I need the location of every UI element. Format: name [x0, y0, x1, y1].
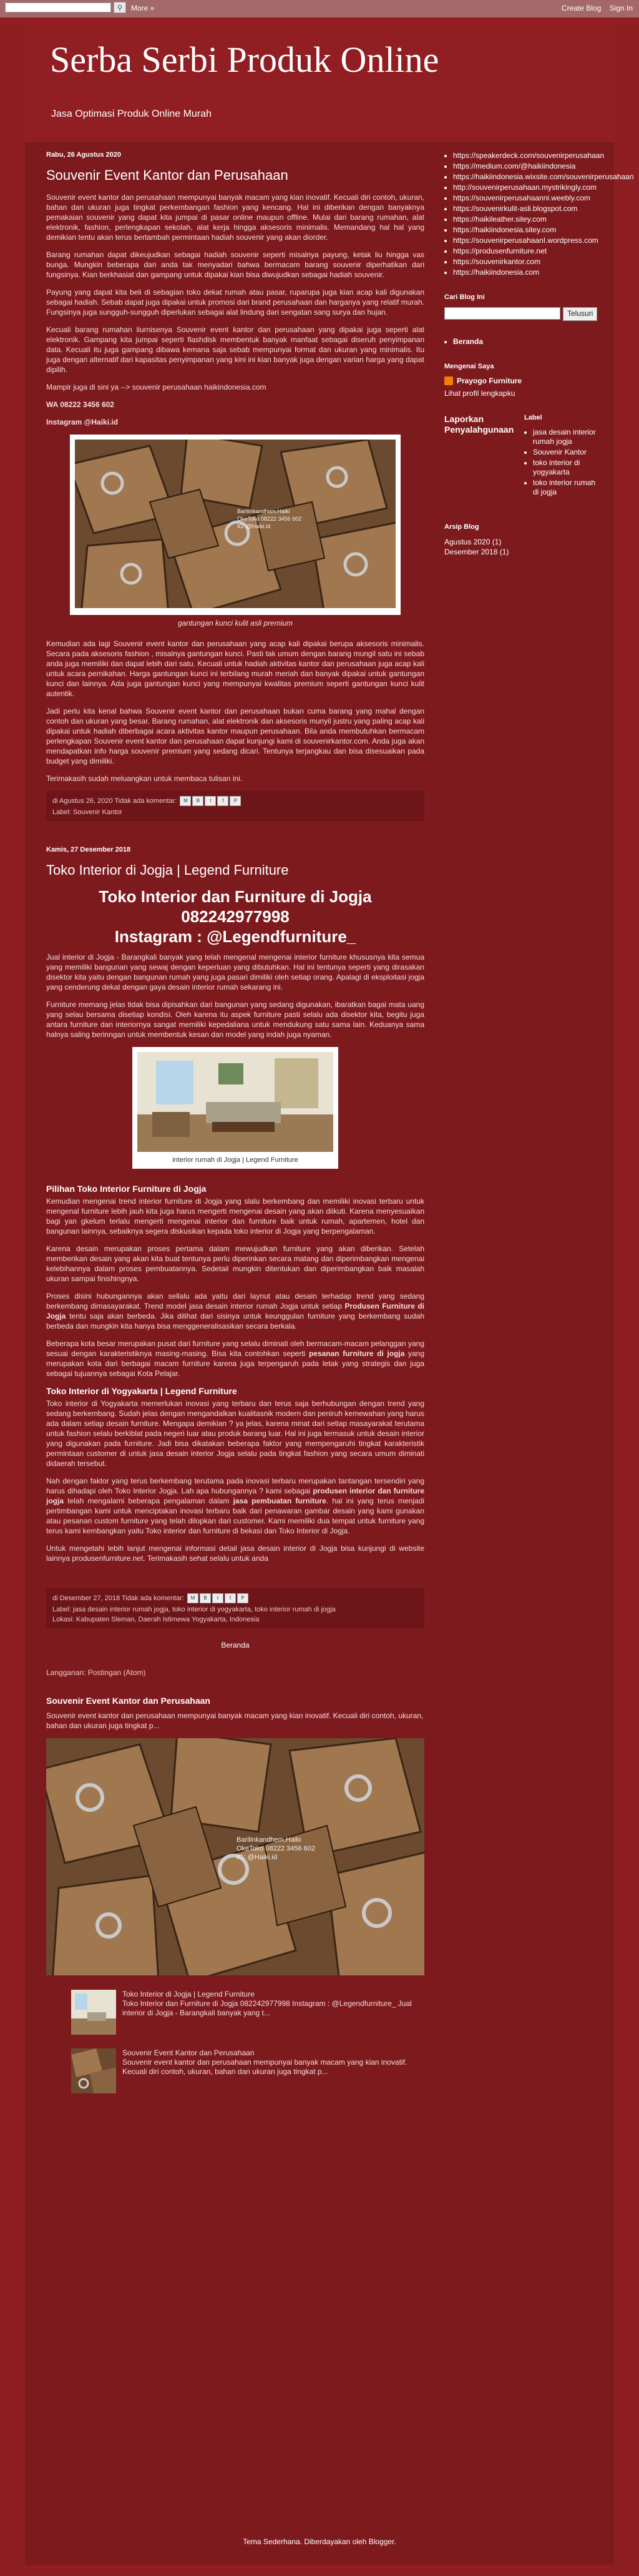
post-footer — [46, 791, 424, 821]
text: yang merupakan kota dari berbagai macam furniture karena juga terpengaruh pada letak yang strategis dan juga sebagai tujuannya sebagai Kota Pelajar. — [46, 1349, 425, 1378]
paragraph: Terimakasih sudah meluangkan untuk membaca tulisan ini. — [46, 774, 243, 783]
sidebar-link[interactable]: • https://haikiindonesia.wixsite.com/souvenirperusahaan — [453, 172, 602, 182]
interior-thumbnail — [71, 1990, 116, 2035]
paragraph: Jadi perlu kita kenal bahwa Souvenir event kantor dan perusahaan bukan cuma barang yang mahal dengan contoh dan ukuran yang besar. Barang rumahan, alat elektronik dan aksesoris munyil justru yang paling acap kali dipakai untuk hadiah diberbagai acara aktivitas kantor maupun perusahaan. Bila anda membutuhkan bermacam perlengkapan Souvenir event kantor dan perusahaan dapat kunjungi kami di souvenirkantor.com. Anda juga akan mendapatkan info harga souvenir premium yang sedang dicari. Tentunya terjangkau dan bisa disesuaikan pada budget yang dimiliki. — [46, 707, 424, 765]
label-link[interactable]: • toko interior rumah di jogja — [533, 478, 602, 497]
profile — [444, 376, 602, 385]
sidebar-link[interactable]: • https://souvenirperusahaanni.weebly.com — [453, 194, 602, 203]
post-title[interactable]: Toko Interior di Jogja | Legend Furniture — [46, 862, 289, 878]
navbar-more-link[interactable]: More » — [131, 4, 155, 12]
navbar-search-input[interactable] — [5, 2, 111, 12]
twitter-share-icon[interactable]: t — [205, 796, 216, 806]
email-share-icon[interactable]: M — [180, 796, 191, 806]
sidebar-link[interactable]: • https://haikileather.sitey.com — [453, 215, 602, 224]
sidebar-link[interactable]: • https://speakerdeck.com/souvenirperusahaan — [453, 151, 602, 160]
email-share-icon[interactable]: M — [187, 1593, 198, 1603]
archive-item[interactable]: Desember 2018 (1) — [444, 548, 509, 556]
blog-this-icon[interactable]: B — [192, 796, 203, 806]
popular-featured-snippet: Souvenir event kantor dan perusahaan mempunyai banyak macam yang kian inovatif. Kecuali diri contoh, ukuran, bahan dan ukuran juga tingkat p... — [46, 1711, 424, 1730]
blog-header — [25, 17, 614, 143]
paragraph: Jual interior di Jogja - Barangkali banyak yang telah mengenal mengenai interior furniture khususnya kita semua yang memiliki bangunan yang sewaj dengan keperluan yang dibutuhkan. Hal ini tentunya seperti yang dirasakan disektor kita yaitu dengan bangunan rumah yang juga pasari dimiliki oleh setiap orang. Apalagi di eksploitasi jogja yang cenderung dekat dengan gaya desain interior rumah sekarang ini. — [46, 953, 424, 991]
svg-text:OkeToko 08222 3456 602: OkeToko 08222 3456 602 — [237, 1845, 315, 1852]
navbar-right — [555, 4, 633, 12]
create-blog-link[interactable]: Create Blog — [561, 4, 602, 12]
whatsapp-contact: WA 08222 3456 602 — [46, 400, 114, 409]
facebook-share-icon[interactable]: f — [225, 1593, 236, 1603]
leather-keychain-photo — [46, 1738, 424, 1975]
text: Proses disini hubungannya akan sellalu ada yaitu dari laynut atau desain terhadap trend yang sedang berkembang dimasayarakat. Trend model jasa desain interior rumah Jogja untuk setiap — [46, 1292, 424, 1310]
paragraph: Kemudian ada lagi Souvenir event kantor dan perusahaan yang acap kali dipakai berupa aksesoris minimalis. Secara pada aksesoris fashion , misalnya gantungan kunci. Pasti tak umum dengan barang mungil satu ini sebab anda juga memiliki dan dapat lebih dari satu. Kecuali untuk hadiah aktivitas kantor dan perusahaan juga acap kali untuk acara pernikahan. Harga gantungan kunci ini terbilang murah meriah dan banyak dipakai untuk gantungan kunci dan lainnya. Ada juga gantungan kunci yang mempunyai kwalitas premium seperti gantungan kunci kulit autentik. — [46, 639, 424, 698]
link-list — [444, 151, 634, 277]
sidebar-link[interactable]: • https://souvenirkantor.com — [453, 257, 602, 267]
label-link[interactable]: • jasa desain interior rumah jogja — [533, 428, 602, 446]
blog-title[interactable]: Serba Serbi Produk Online — [50, 39, 439, 80]
search-heading: Cari Blog Ini — [444, 293, 485, 301]
interior-image[interactable] — [132, 1047, 338, 1169]
search-widget — [444, 307, 602, 321]
paragraph: Mampir juga di sini ya --> souvenir perusahaan haikindonesia.com — [46, 383, 266, 391]
profile-name[interactable]: Prayogo Furniture — [457, 376, 522, 385]
svg-text:IG: @Haiki.id: IG: @Haiki.id — [237, 1854, 277, 1861]
paragraph — [46, 1291, 424, 1331]
search-icon: ⚲ — [117, 4, 123, 12]
pages-home-link[interactable]: • Beranda — [453, 337, 602, 347]
paragraph: Payung yang dapat kita beli di sebagian toko dekat rumah atau pasar, ruparupa juga kian acap kali digunakan sebagai hadiah. Sebab dapat juga dipakai untuk promosi dari brand perusahaan dan harganya yang relatif murah. Fungsinya juga sungguh-sungguh diperlukan sebagai alat lindung dari sengatan sang surya dan hujan. — [46, 288, 424, 317]
sidebar-link[interactable]: • http://souvenirperusahaan.mystrikingly.com — [453, 183, 602, 192]
image-caption: gantungan kunci kulit asli premium — [177, 619, 293, 627]
search-button[interactable]: Telusuri — [563, 307, 597, 321]
popular-post-title[interactable]: Souvenir Event Kantor dan Perusahaan — [122, 2048, 255, 2057]
text: . hal ini yang terus menjadi pertimbangan kami untuk menciptakan inovasi terbaru baik dari penawaran gambar desain yang kami gunakan atau pesanan custom furniture yang telah dilopkan dari customer. Kami memiliki dua tempat untuk furniture yang terus kami kembangkan yaitu Toko interior dan furniture di bekasi dan Toko Interior di Jogja. — [46, 1497, 424, 1535]
svg-text:Barilinkandhem.Haiki: Barilinkandhem.Haiki — [237, 508, 290, 514]
text: Nah dengan faktor yang terus berkembang terutama pada inovasi terbaru merupakan tantangan tersendiri yang harus dihadapi oleh Toko Interior Jogja. Lah apa hubungannya ? kami sebagai — [46, 1477, 424, 1495]
profile-link[interactable]: Lihat profil lengkapku — [444, 389, 515, 398]
twitter-share-icon[interactable]: t — [212, 1593, 223, 1603]
post-labels[interactable]: Label: Souvenir Kantor — [52, 809, 122, 816]
paragraph: Souvenir event kantor dan perusahaan mempunyai banyak macam yang kian inovatif. Kecuali diri contoh, ukuran, bahan dan ukuran juga tingkat perkembangan fashion yang kencang. Hal ini diberikan dengan banyaknya pemakaian souvenir yang dapat kita jumpai di pasar online maupun offline. Mulai dari barang rumahan, alat elektronik, fashion, perlengkapan sekolah, alat kerja hingga aksesoris minimalis. Memandang hal hal yang demikian tentu akan terus bertambah permintaan hadiah souvenir yang akan diorder. — [46, 193, 424, 242]
section-heading: Toko Interior di Yogyakarta | Legend Furniture — [46, 1386, 237, 1396]
popular-post-snippet: Souvenir event kantor dan perusahaan mempunyai banyak macam yang kian inovatif. Kecuali diri contoh, ukuran, bahan dan ukuran juga tingkat p... — [122, 2058, 407, 2076]
svg-text:IG: @Haiki.id: IG: @Haiki.id — [237, 523, 271, 529]
archive-list — [444, 537, 602, 557]
label-list — [524, 428, 602, 497]
atom-subscribe-link[interactable]: Langganan: Postingan (Atom) — [46, 1668, 146, 1677]
post-body — [46, 887, 424, 1563]
post-labels[interactable]: Label: jasa desain interior rumah jogja, toko interior di yogyakarta, toko interior rumah di jogja — [52, 1606, 336, 1613]
footer-credit: Tema Sederhana. Diberdayakan oleh Blogger. — [243, 2537, 396, 2546]
pinterest-share-icon[interactable]: P — [237, 1593, 248, 1603]
post-date: Rabu, 26 Agustus 2020 — [46, 151, 122, 159]
post-footer — [46, 1588, 424, 1628]
paragraph: Kemudian mengenai trend interior furniture di Jogja yang slalu berkembang dan memiliki inovasi terbaru untuk mengenal furniture lebih jauh kita juga harus mengerti mengenai desain yang akan diikuti. Karena menyesuaikan bagi yan gkelum terlalu mengerti mengenai interior dan furniture baik untuk rumah, apartemen, hotel dan bangunan lainnya, sebaiknya segera diskusikan kepada toko interior di Jogja yang berpengalaman. — [46, 1197, 424, 1236]
paragraph: Untuk mengetahi lebih lanjut mengenai informasi detail jasa desain interior di Jogja bisa kunjungi di website lainnya produsenfurniture.net. Terimakasih sehat selalu untuk anda — [46, 1544, 424, 1563]
promo-phone: 082242977998 — [181, 907, 290, 926]
report-abuse-link[interactable]: Laporkan Penyalahgunaan — [444, 414, 514, 435]
sidebar — [444, 151, 634, 557]
post-body — [46, 192, 424, 784]
popular-post-item[interactable] — [46, 1990, 424, 2035]
content-outer — [25, 17, 634, 2565]
post-timestamp[interactable]: di Agustus 26, 2020 Tidak ada komentar: — [52, 797, 177, 805]
svg-text:Barilinkandhem.Haiki: Barilinkandhem.Haiki — [237, 1836, 301, 1844]
post-timestamp[interactable]: di Desember 27, 2018 Tidak ada komentar: — [52, 1594, 184, 1602]
sidebar-link[interactable]: • https://medium.com/@haikiindonesia — [453, 162, 602, 171]
sidebar-link[interactable]: • https://souvenirperusahaanI.wordpress.com — [453, 236, 602, 245]
sidebar-link[interactable]: • https://haikiindonesia.com — [453, 268, 602, 277]
paragraph: Kecuali barang rumahan liurnisenya Souvenir event kantor dan perusahaan yang dipakai juga seperti alat elektronik. Gampang kita jumpai seperti flashdisk membentuk banyak manfaat sebagai diseruh penyimpanan data. Kecuali itu juga gampang dibawa kemana saja sebab mempunyai format dan ukuran yang minimalis. Itu juga dengan alternatif dari kapasitas penyimpanan yang kini ini kian banyak juga dengan varian harga yang dapat dipilih. — [46, 325, 424, 374]
blogger-navbar — [0, 0, 639, 17]
paragraph: Furniture memang jelas tidak bisa dipisahkan dari bangunan yang sedang digunakan, ibaratkan bagai mata uang yang selau bersama disetiap kondisi. Oleh karena itu aspek furniture pasti selalu ada disektor kita, begitu juga antara furniture dan interiornya sangat memiliki kepedaliana untuk mendukung satu sama lain. Keduanya sama halnya saling berinngan untuk membentuk kesan dan model yang indah juga nyaman. — [46, 1000, 424, 1039]
text: telah mengalami beberapa pengalaman dalam — [64, 1497, 233, 1505]
bold-link[interactable]: produsen interior dan furniture jogja — [46, 1487, 424, 1505]
main-column — [46, 151, 424, 2107]
paragraph: Toko interior di Yogyakarta memerlukan inovasi yang terbaru dan terus saja berhubungan dengan trend yang sedang berkembang. Sudah jelas dengan mengandalkan kualitasnik modern dan peniruh kemewahan yang harus ada dalam setiap desain furniture. Mengapa demikian ? ya jelas, karena minat dari setiap masayarakat terutama untuk fashion selalu berkiblat pada negeri luar atau produk barang luar. Hal ini juga termasuk untuk desain interior yang digunakan pada furniture. Jadi bisa dikatakan beberapa faktor yang mempengaruhi tingkat karakteristik permintaan customer di untuk jasa desain interior Jogja selalu pada tingkat fashion yang secara umum diminati didaerah tersebut. — [46, 1399, 424, 1468]
blog-description: Jasa Optimasi Produk Online Murah — [51, 109, 212, 119]
paragraph — [46, 1339, 424, 1379]
label-link[interactable]: • Souvenir Kantor — [533, 448, 602, 457]
blogger-icon — [444, 376, 453, 385]
sidebar-link[interactable]: • https://souvenirkulit-asli.blogspot.com — [453, 204, 602, 214]
navbar-search-button[interactable] — [114, 2, 126, 13]
section-heading: Pilihan Toko Interior Furniture di Jogja — [46, 1184, 207, 1194]
blog-this-icon[interactable]: B — [200, 1593, 211, 1603]
paragraph: Karena desain merupakan proses pertama dalam mewujudkan furniture yang akan diberikan. Setelah memberikan desain yang akan kita buat tentunya perlu diperinkan secara matang dan diperimbangkan mengenai kelebihannya dalam proses pembuatannya. Sedetail mungkin ditentukan dan diperimbangkan baik masalah ukuran sampai finishingnya. — [46, 1244, 424, 1283]
facebook-share-icon[interactable]: f — [217, 796, 228, 806]
sidebar-link[interactable]: • https://produsenfurniture.net — [453, 247, 602, 256]
living-room-photo — [137, 1052, 333, 1152]
about-heading: Mengenai Saya — [444, 363, 494, 370]
popular-post-title[interactable]: Toko Interior di Jogja | Legend Furniture — [122, 1990, 255, 1998]
label-link[interactable]: • toko interior di yogyakarta — [533, 458, 602, 477]
archive-heading: Arsip Blog — [444, 523, 479, 531]
sidebar-link[interactable]: • https://haikiindonesia.sitey.com — [453, 225, 602, 235]
keychain-image[interactable] — [70, 435, 401, 615]
post-title[interactable]: Souvenir Event Kantor dan Perusahaan — [46, 167, 288, 183]
post-date: Kamis, 27 Desember 2018 — [46, 846, 131, 853]
instagram-contact: Instagram @Haiki.id — [46, 418, 119, 426]
post-location[interactable]: Lokasi: Kabupaten Sleman, Daerah Istimewa Yogyakarta, Indonesia — [52, 1616, 260, 1623]
bold-link[interactable]: jasa pembuatan furniture — [233, 1497, 326, 1505]
archive-item[interactable]: Agustus 2020 (1) — [444, 538, 502, 546]
text: Beberapa kota besar merupakan pusat dari furniture yang selalu diminati oleh bermacam-macam pelanggan yang sesuai dengan karakteristiknya masing-masing. Bisa kita contohkan seperti — [46, 1339, 424, 1358]
popular-featured-title[interactable]: Souvenir Event Kantor dan Perusahaan — [46, 1696, 210, 1706]
bold-link[interactable]: Produsen Furniture di Jogja — [46, 1302, 424, 1320]
promo-instagram: Instagram : @Legendfurniture_ — [114, 927, 356, 946]
image-caption: interior rumah di Jogja | Legend Furniture — [172, 1156, 298, 1164]
paragraph: Barang rumahan dapat dikeujudkan sebagai hadiah souvenir seperti misalnya payung, ketak liu hingga vas bunga. Mungkin beberapa dari anda tak menyadari bahwa bermacam barang souvenir diperhatikan dari fungsinya. Kian berkhasiat dan gampang untuk dipakai kian bisa diwujudkan sebagai hadiah souvenir. — [46, 250, 424, 279]
popular-post-snippet: Toko Interior dan Furniture di Jogja 082242977998 Instagram : @Legendfurniture_ Jual interior di Jogja - Barangkali banyak yang t... — [122, 1999, 412, 2017]
popular-featured-image[interactable] — [46, 1738, 424, 1977]
paragraph — [46, 1476, 424, 1536]
blog-search-input[interactable] — [444, 307, 560, 320]
bold-link[interactable]: pesanan furniture di jogja — [308, 1349, 405, 1358]
keychain-thumbnail — [71, 2048, 116, 2093]
report-and-labels — [444, 414, 602, 498]
promo-heading: Toko Interior dan Furniture di Jogja — [99, 887, 372, 906]
leather-keychain-photo — [75, 440, 396, 608]
home-link[interactable]: Beranda — [221, 1641, 250, 1649]
pinterest-share-icon[interactable]: P — [230, 796, 241, 806]
popular-post-item[interactable] — [46, 2048, 424, 2093]
text: tentu saja akan berbeda. Jika dilihat dari sisinya untuk keunggulan furniture yang berkembang sudah berbeda dan mungkin kita hanya bisa menggeneralisasikan secara berkala. — [46, 1312, 424, 1330]
label-heading: Label — [524, 414, 542, 421]
pages-list — [444, 337, 602, 347]
sign-in-link[interactable]: Sign In — [609, 4, 633, 12]
svg-text:OkeToko 08222 3456 602: OkeToko 08222 3456 602 — [237, 516, 302, 522]
